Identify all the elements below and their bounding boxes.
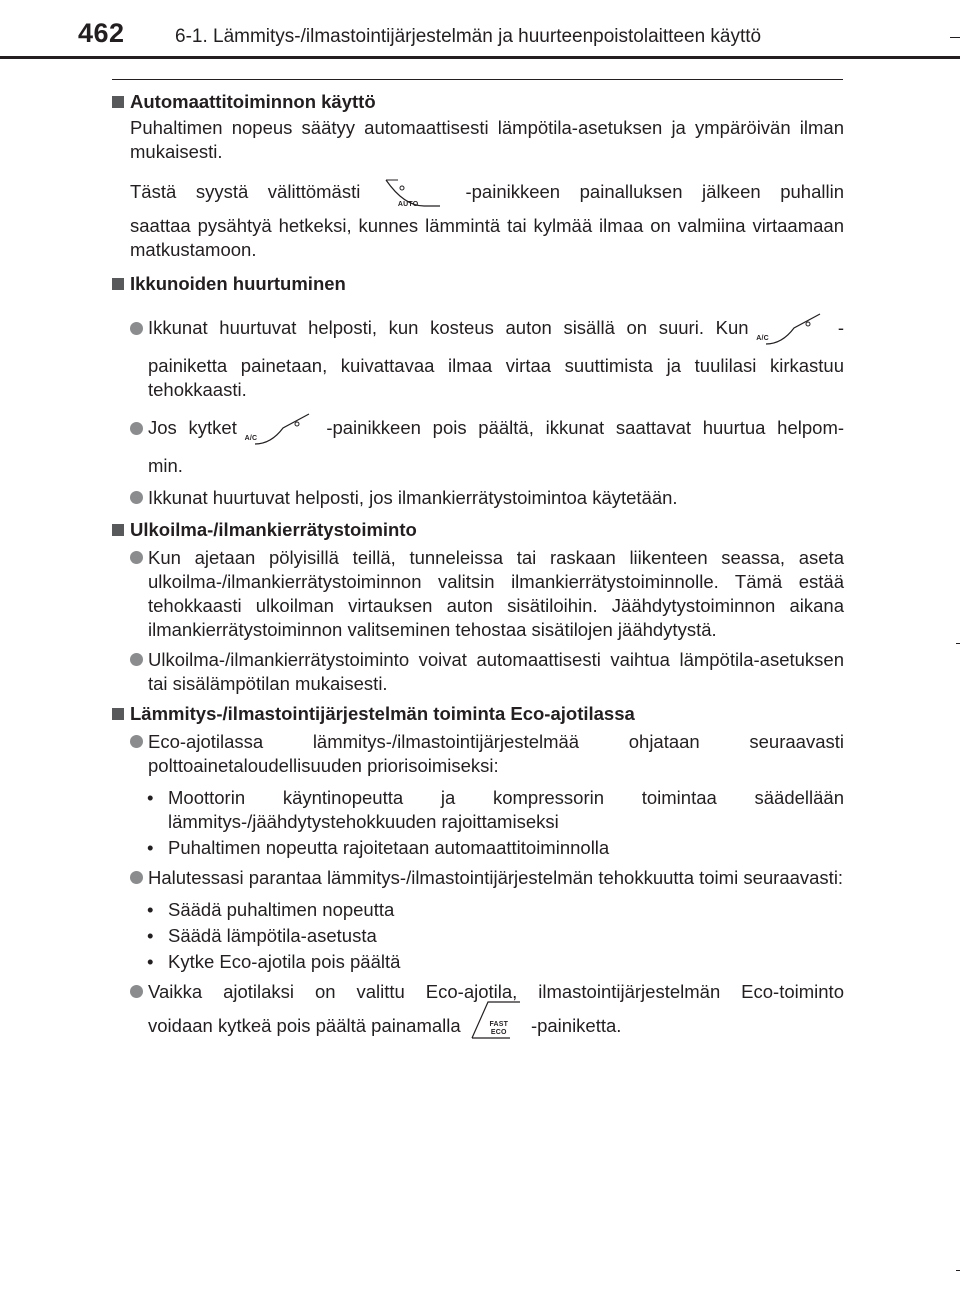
page-number: 462 [78,18,125,48]
bullet-item [110,546,844,642]
crop-mark [956,643,960,644]
page-content [110,90,844,1040]
bullet-item [110,486,844,510]
section-title: Lämmitys-/ilmastointijärjestelmän toiminta Eco-ajotilassa [130,703,635,724]
square-bullet-icon [112,708,124,720]
header-rule [0,56,960,59]
page-header [0,0,960,48]
crop-mark [956,1270,960,1271]
chapter-title: 6-1. Lämmitys-/ilmastointijärjestelmän ja huurteenpoistolaitteen käyttö [175,26,762,47]
ac-button-icon [244,412,311,446]
text-span: Kun ajetaan pölyisillä teillä, tunneleissa tai raskaan liikenteen seassa, aseta ulkoilma-/ilmankierrätystoiminnon valitsin ilmankierrätystoiminnolle. Tämä estää tehokkaasti ulkoilman virtauksen auton sisätiloihin. Jäähdytystoiminnon aikana ilmankierrätystoiminnon valitseminen tehostaa sisätilojen jäähdytystä. [148,547,844,640]
bullet-item [110,312,844,346]
bullet-item [110,648,844,696]
section-heading-window-fogging [110,272,844,296]
section-title: Ikkunoiden huurtuminen [130,273,346,294]
sub-list-item: • Moottorin käyntinopeutta ja kompressorin toimintaa säädellään lämmitys-/jäähdytystehokkuuden rajoittamiseksi [110,786,844,834]
bullet-item [110,412,844,446]
text-span: -painikkeen pois päältä, ikkunat saattavat huurtua helpom- [326,416,845,438]
text-span: Tästä syystä välittömästi [130,180,361,202]
paragraph: Puhaltimen nopeus säätyy automaattisesti lämpötila-asetuksen ja ympäröivän ilman mukaisesti. [130,117,844,162]
ac-icon-label: A/C [244,435,258,442]
circle-bullet-icon [130,871,143,884]
section-heading-auto-mode [110,90,844,114]
circle-bullet-icon [130,735,143,748]
text-span: -painikkeen painalluksen jälkeen puhallin [465,180,844,202]
square-bullet-icon [112,278,124,290]
text-span: -painiketta. [530,1015,622,1036]
content-top-rule [112,79,843,80]
auto-icon-label: AUTO [397,201,419,208]
section-title: Automaattitoiminnon käyttö [130,91,376,112]
text-span: Jos kytket [148,416,237,438]
text-span: Ikkunat huurtuvat helposti, jos ilmankierrätystoimintoa käytetään. [148,487,678,508]
auto-button-icon [384,178,442,208]
fast-eco-button-icon [470,1000,522,1040]
text-span: Ulkoilma-/ilmankierrätystoiminto voivat automaattisesti vaihtua lämpötila-asetuksen tai sisälämpötilan mukaisesti. [148,649,844,694]
bullet-continuation: painiketta painetaan, kuivattavaa ilmaa virtaa suuttimista ja tuulilasi kirkastuu tehokkaasti. [148,355,844,400]
text-span: Ikkunat huurtuvat helposti, kun kosteus auton sisällä on suuri. Kun [148,316,749,338]
paragraph-with-icon [110,178,844,208]
fast-icon-label: FAST [489,1021,509,1029]
bullet-continuation [110,1014,844,1040]
sub-list-item: • Kytke Eco-ajotila pois päältä [110,950,844,974]
ac-icon-label: A/C [756,335,769,342]
circle-bullet-icon [130,322,143,335]
square-bullet-icon [112,524,124,536]
ac-button-icon [756,312,822,346]
bullet-item [110,866,844,890]
text-span: Halutessasi parantaa lämmitys-/ilmastointijärjestelmän tehokkuutta toimi seuraavasti: [148,867,844,888]
circle-bullet-icon [130,491,143,504]
text-span: - [837,316,845,338]
circle-bullet-icon [130,653,143,666]
section-heading-recirculation [110,518,844,542]
circle-bullet-icon [130,422,143,435]
text-span: Eco-ajotilassa lämmitys-/ilmastointijärjestelmää ohjataan seuraavasti polttoainetaloudellisuuden priorisoimiseksi: [148,731,844,776]
bullet-continuation: min. [148,455,183,476]
circle-bullet-icon [130,985,143,998]
sub-list-item: • Säädä lämpötila-asetusta [110,924,844,948]
section-title: Ulkoilma-/ilmankierrätystoiminto [130,519,417,540]
eco-icon-label: ECO [490,1029,507,1037]
square-bullet-icon [112,96,124,108]
sub-list-item: • Säädä puhaltimen nopeutta [110,898,844,922]
text-span: voidaan kytkeä pois päältä painamalla [148,1015,461,1036]
paragraph: saattaa pysähtyä hetkeksi, kunnes lämmintä tai kylmää ilmaa on valmiina virtaamaan matkustamoon. [130,215,844,260]
text-span: Vaikka ajotilaksi on valittu Eco-ajotila, ilmastointijärjestelmän Eco-toiminto [148,981,844,1002]
crop-mark [950,37,960,38]
section-heading-eco-mode [110,702,844,726]
circle-bullet-icon [130,551,143,564]
bullet-item [110,730,844,778]
sub-list-item: • Puhaltimen nopeutta rajoitetaan automaattitoiminnolla [110,836,844,860]
